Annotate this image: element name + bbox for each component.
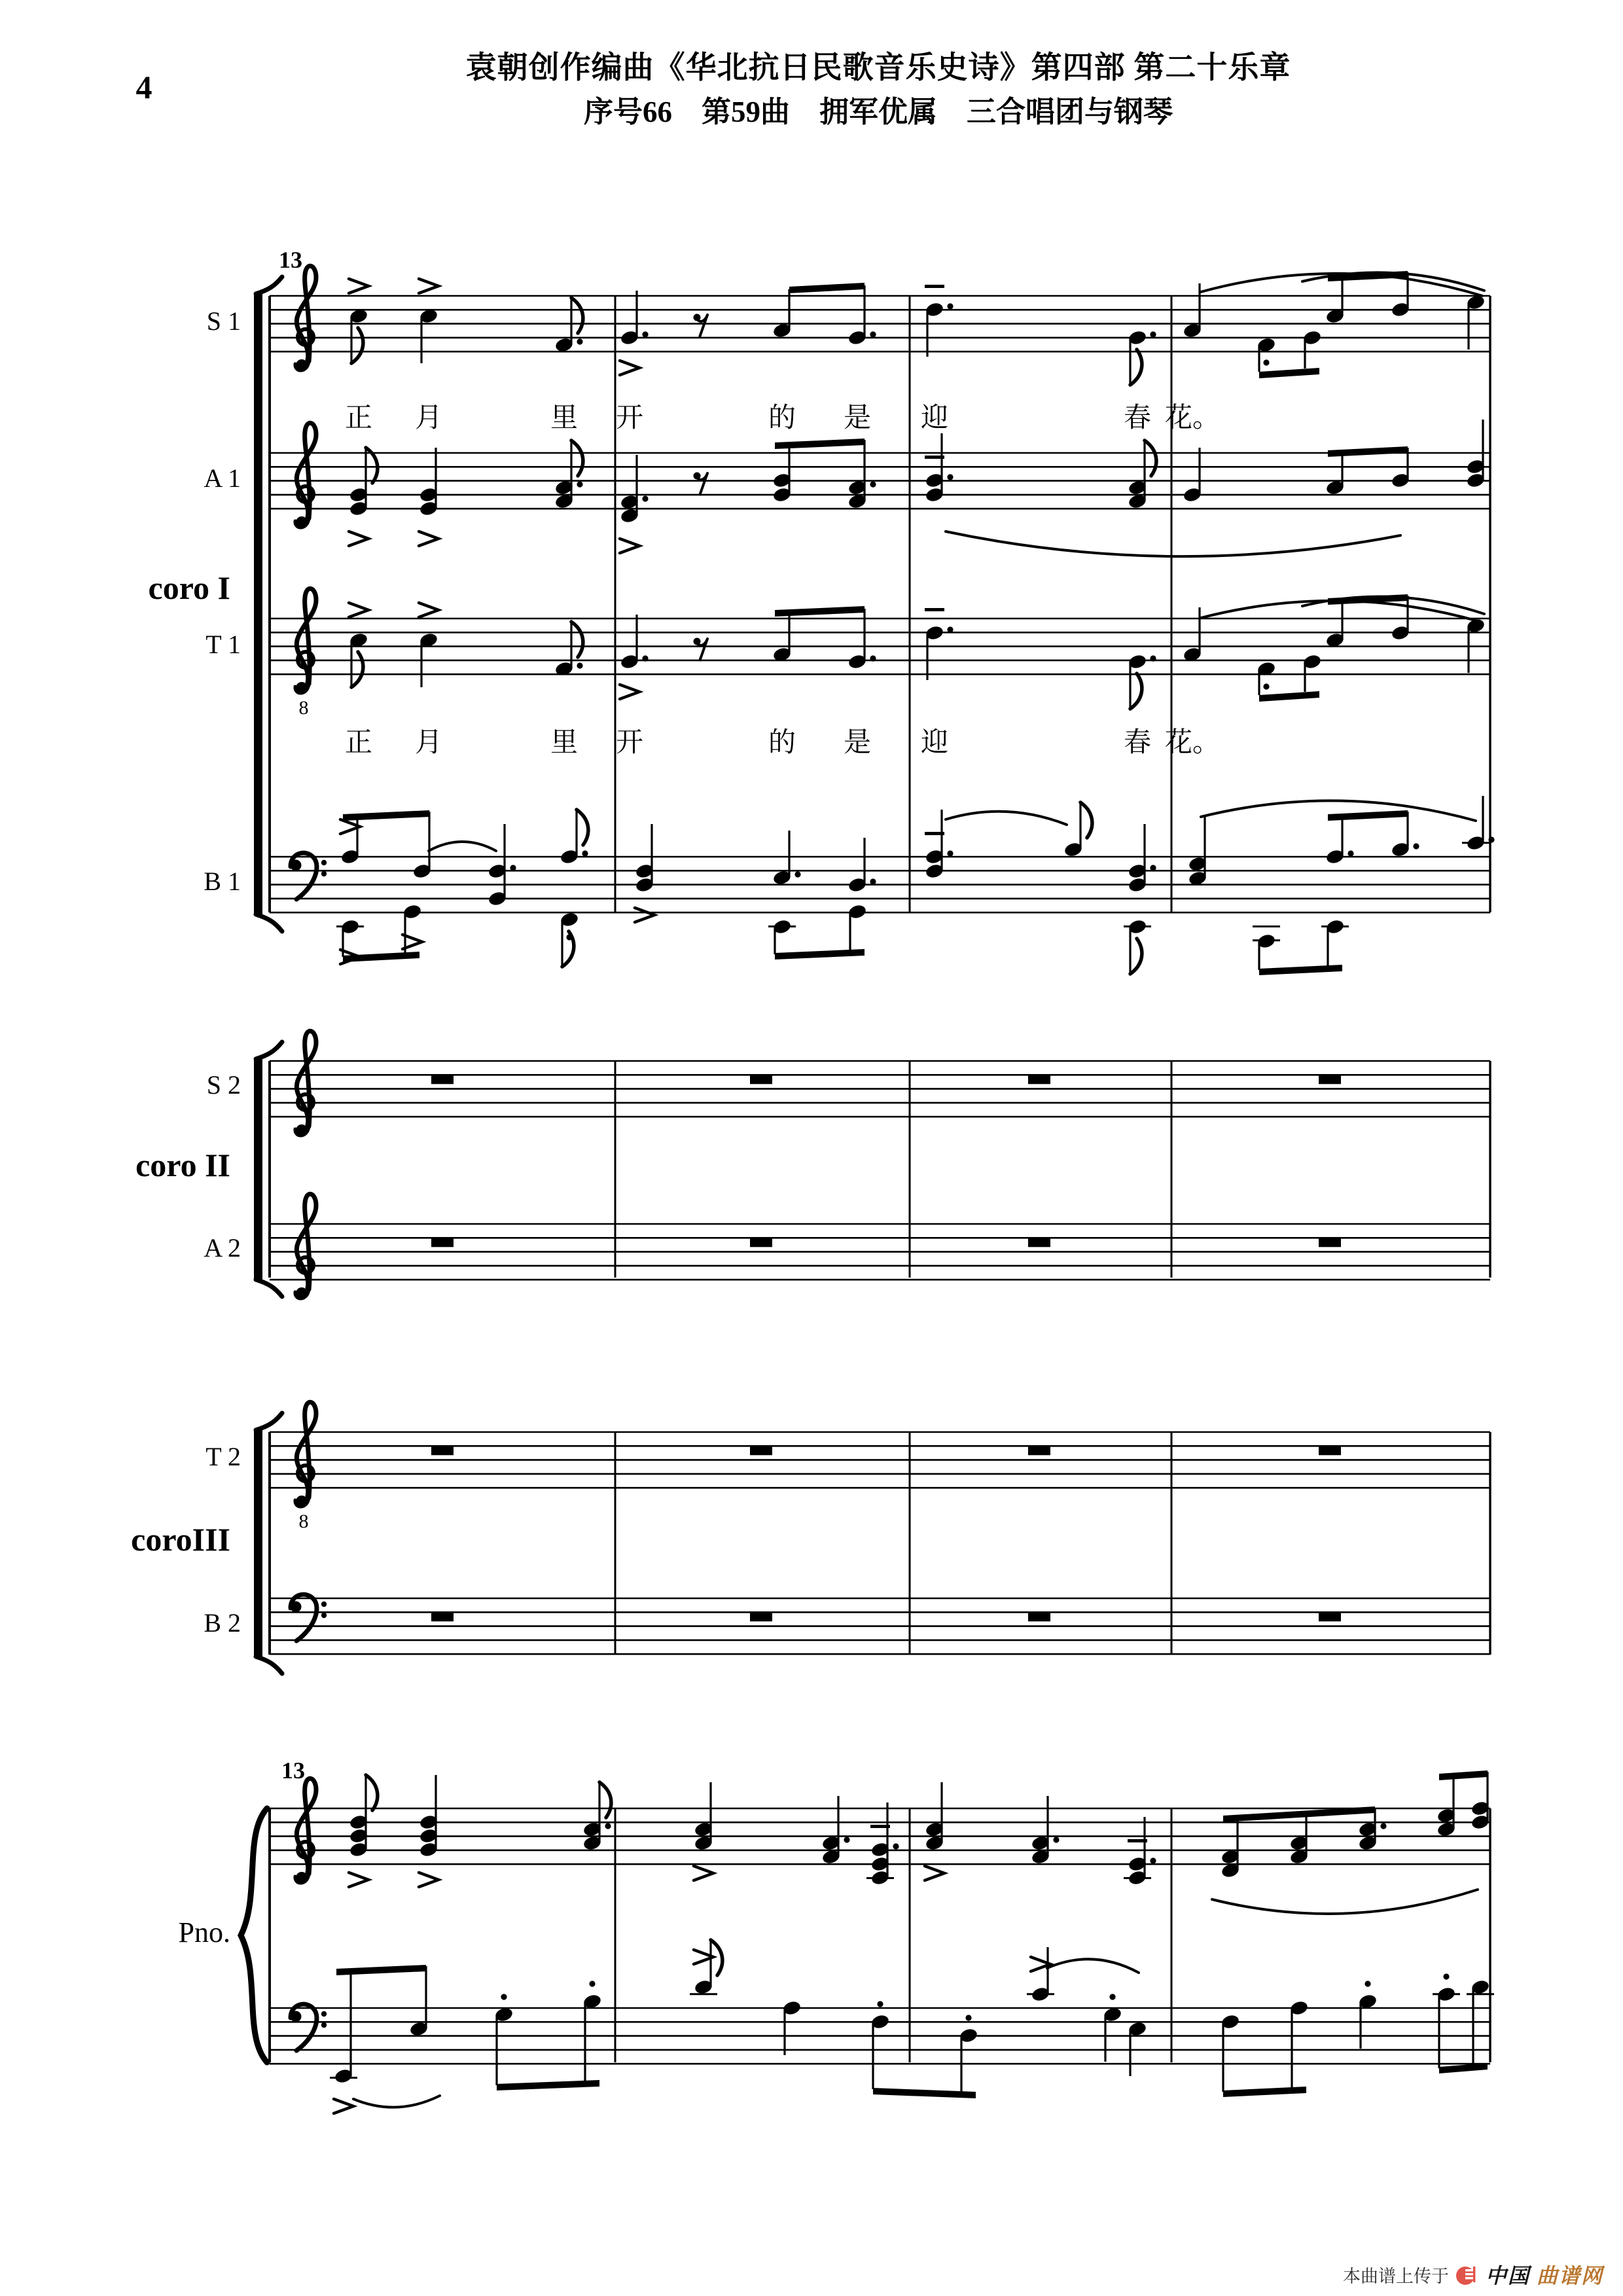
lyric-syllable: 正	[344, 728, 373, 758]
staff-label-b1: B 1	[204, 867, 241, 896]
lyric-syllable: 花。	[1164, 728, 1221, 758]
lyric-syllable: 的	[768, 403, 796, 433]
score-title-line-1: 袁朝创作编曲《华北抗日民歌音乐史诗》第四部 第二十乐章	[465, 51, 1291, 85]
watermark-prefix-text: 本曲谱上传于	[1342, 2266, 1449, 2286]
lyric-syllable: 开	[615, 403, 644, 433]
group-label-coro2: coro II	[135, 1147, 230, 1183]
watermark-brand-site: 曲谱网	[1536, 2264, 1603, 2287]
lyric-syllable: 春	[1123, 728, 1152, 758]
lyric-syllable: 月	[414, 403, 443, 433]
lyric-syllable: 的	[768, 728, 796, 758]
staff-label-b2: B 2	[204, 1608, 241, 1638]
lyric-syllable: 是	[843, 728, 872, 758]
staff-label-a1: A 1	[204, 463, 241, 493]
lyric-syllable: 迎	[920, 403, 949, 433]
svg-text:8: 8	[298, 697, 309, 719]
lyric-syllable: 正	[344, 403, 373, 433]
watermark-brand-cn: 中国	[1485, 2264, 1530, 2287]
group-label-piano: Pno.	[178, 1916, 230, 1948]
watermark	[1343, 2259, 1603, 2289]
staff-label-s1: S 1	[206, 306, 241, 336]
page-number: 4	[135, 69, 152, 105]
lyric-syllable: 春	[1123, 403, 1152, 433]
staff-label-t1: T 1	[205, 630, 241, 659]
staff-label-t2: T 2	[205, 1442, 241, 1471]
group-label-coro3: coroIII	[131, 1521, 230, 1558]
lyric-syllable: 花。	[1164, 403, 1221, 433]
staff-label-a2: A 2	[204, 1233, 241, 1263]
score-title-line-2: 序号66 第59曲 拥军优属 三合唱团与钢琴	[583, 96, 1173, 128]
cnscore-logo-icon	[1455, 2263, 1479, 2286]
lyric-syllable: 迎	[920, 728, 949, 758]
group-label-coro1: coro I	[148, 569, 230, 606]
lyric-syllable: 里	[550, 728, 579, 758]
staff-label-s2: S 2	[206, 1070, 241, 1100]
lyric-syllable: 月	[414, 728, 443, 758]
lyric-syllable: 开	[615, 728, 644, 758]
lyric-syllable: 里	[550, 403, 579, 433]
lyric-syllable: 是	[843, 403, 872, 433]
measure-number-choir: 13	[279, 247, 302, 273]
svg-text:8: 8	[298, 1511, 309, 1532]
measure-number-piano: 13	[281, 1757, 305, 1784]
